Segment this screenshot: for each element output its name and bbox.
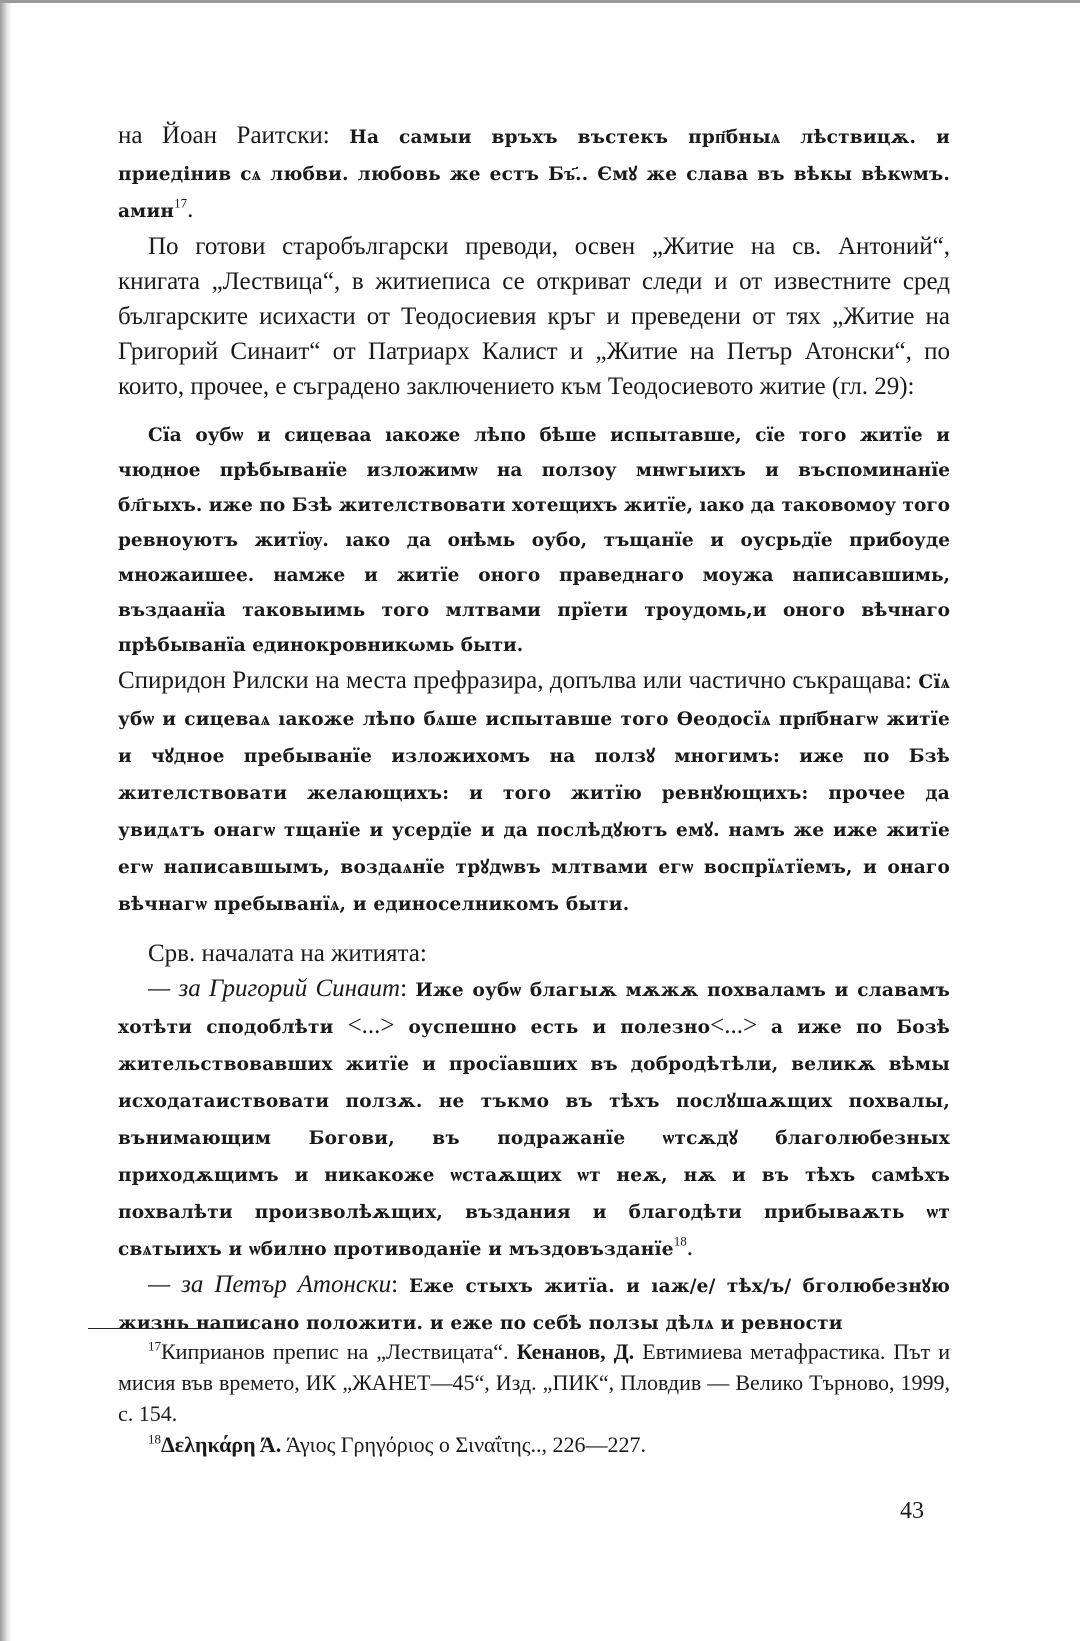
- footnote-author: Кенанов, Д.: [516, 1339, 635, 1364]
- footnote-ref-17[interactable]: 17: [174, 195, 188, 211]
- quote-block-theodosius: Сїа оубѡ и сицевaa ıакоже лѣпо бѣше испытавше, сїе того житїе и чюдное прѣбыванїе изложимѡ на ползоу мнѡгыихъ и въспоминанїе бл҃гыхъ. иже по Бзѣ жителствовати хотещихъ житїе, ıако да таковомоу того ревноуютъ житїѹ. ıако да онѣмь оубо, тъщанїе и оусрьдїе прибоуде множаишее. намже и житїе оного праведнаго моужа написавшимь, въздаанїа таковыимь того млтвами прїети троудомь,и оного вѣчнаго прѣбыванїа единокровникωмь быти.: [118, 425, 950, 656]
- church-slavonic-quote: На самыи връхъ въстекъ прп҃бныѧ лѣствицѫ. и приедінив сѧ любви. любовь же естъ Бъ҃.. Ємꙋ же слава въ вѣкы вѣкѡмъ. амин: [118, 127, 950, 222]
- paragraph-compare: Срв. началата на житията:: [148, 940, 427, 967]
- footnote-author: Δεληκάρη Ά.: [161, 1432, 282, 1457]
- church-slavonic-quote: а иже по Бозѣ жительствовавших житїе и просїавших въ добродѣтѣли, великѫ вѣмы исходатаиствовати ползѫ. не тъкмо въ тѣхъ послꙋшаѫщих похвалы, вънимающим Богови, въ подражанїе ѡтсѫдꙋ благолюбезных приходѫщимъ и никакоже ѡстаѫщих ѡт неѫ, нѫ и въ тѣхъ самѣхъ похвалѣти произволѣѫщих, въздания и благодѣти прибываѫть ѡт свѧтыихъ и ѡбилно противоданїе и мъздовъзданїе: [118, 1017, 950, 1260]
- paragraph-lead: на Йоан Раитски:: [118, 122, 350, 149]
- page-body: [118, 118, 950, 1341]
- footnotes: [118, 1336, 950, 1460]
- ellipsis-mark: <...>: [347, 1012, 395, 1039]
- footnote-number: 18: [148, 1431, 161, 1447]
- church-slavonic-quote: Еже стыхъ житїа. и ıаж/е/ тѣх/ъ/ бголюбезнꙋю жизнь написано положити. и еже по себѣ ползы дѣлѧ и ревности: [118, 1276, 950, 1334]
- scan-edge-left: [0, 0, 12, 1641]
- footnote-number: 17: [148, 1338, 161, 1354]
- ellipsis-mark: <...>: [710, 1012, 758, 1039]
- section-label-peter: — за Петър Атонски: [148, 1271, 392, 1298]
- paragraph-spiridon: [118, 663, 950, 922]
- paragraph-lead: Спиридон Рилски на места префразира, допълва или частично съкращава:: [118, 667, 919, 694]
- footnote-ref-18[interactable]: 18: [673, 1233, 687, 1249]
- scan-edge-top: [0, 0, 1080, 3]
- paragraph-peter: — за Петър Атонски: Еже стыхъ житїа. и ıаж/е/ тѣх/ъ/ бголюбезнꙋю жизнь написано положити. и еже по себѣ ползы дѣлѧ и ревности: [118, 1271, 950, 1334]
- paragraph-raitski: на Йоан Раитски: На самыи връхъ въстекъ прп҃бныѧ лѣствицѫ. и приедінив сѧ любви. любовь же естъ Бъ҃.. Ємꙋ же слава въ вѣкы вѣкѡмъ. амин$^{17}$.: [118, 122, 950, 223]
- footnote-18: $^{18}$Δεληκάρη Ά. Άγιος Γρηγόριος ο Σιναΐτης.., 226—227.: [148, 1431, 647, 1457]
- paragraph-translations: По готови старобългарски преводи, освен „Житие на св. Антоний“, книгата „Лествица“, в житиеписа се откриват следи и от известните сред българските исихасти от Теодосиевия кръг и преведени от тях „Житие на Григорий Синаит“ от Патриарх Калист и „Житие на Петър Атонски“, по които, прочее, е съградено заключението към Теодосиевото житие (гл. 29):: [118, 233, 950, 400]
- section-label-gregory: — за Григорий Синаит: [148, 975, 401, 1002]
- church-slavonic-quote: оуспешно есть и полезно: [394, 1017, 711, 1038]
- footnote-17: $^{17}$Киприанов препис на „Лествицата“. Кенанов, Д. Евтимиева метафрастика. Път и мисия във времето, ИК „ЖАНЕТ—45“, Изд. „ПИК“, Пловдив — Велико Търново, 1999, с. 154.: [118, 1338, 951, 1426]
- church-slavonic-quote: Сїѧ убѡ и сицеваѧ ıакоже лѣпо бѧше испытавше того Ѳеодосїѧ прп҃бнагѡ житїе и чꙋдное пребыванїе изложихомъ на ползꙋ многимъ: иже по Бзѣ жителствовати желающихъ: и того житїю ревнꙋющихъ: прочее да увидѧтъ онагѡ тщанїе и усердїе и да послѣдꙋютъ емꙋ. намъ же иже житїе егѡ написавшымъ, воздаѧнїе трꙋдѡвъ млтвами егѡ воспрїѧтїемъ, и онаго вѣчнагѡ пребыванїѧ, и единоселникомъ быти.: [118, 672, 950, 915]
- page-number: 43: [900, 1498, 924, 1524]
- footnote-divider: [88, 1328, 256, 1329]
- church-slavonic-quote: Иже оубѡ благыѫ мѫжѫ похваламъ и славамъ хотѣти сподоблѣти: [118, 980, 950, 1038]
- paragraph-gregory: — за Григорий Синаит: Иже оубѡ благыѫ мѫжѫ похваламъ и славамъ хотѣти сподоблѣти <...> оуспешно есть и полезно<...> а иже по Бозѣ жительствовавших житїе и просїавших въ добродѣтѣли, великѫ вѣмы исходатаиствовати ползѫ. не тъкмо въ тѣхъ послꙋшаѫщих похвалы, вънимающим Богови, въ подражанїе ѡтсѫдꙋ благолюбезных приходѫщимъ и никакоже ѡстаѫщих ѡт неѫ, нѫ и въ тѣхъ самѣхъ похвалѣти произволѣѫщих, въздания и благодѣти прибываѫть ѡт свѧтыихъ и ѡбилно противоданїе и мъздовъзданїе$^{18}$.: [118, 975, 950, 1261]
